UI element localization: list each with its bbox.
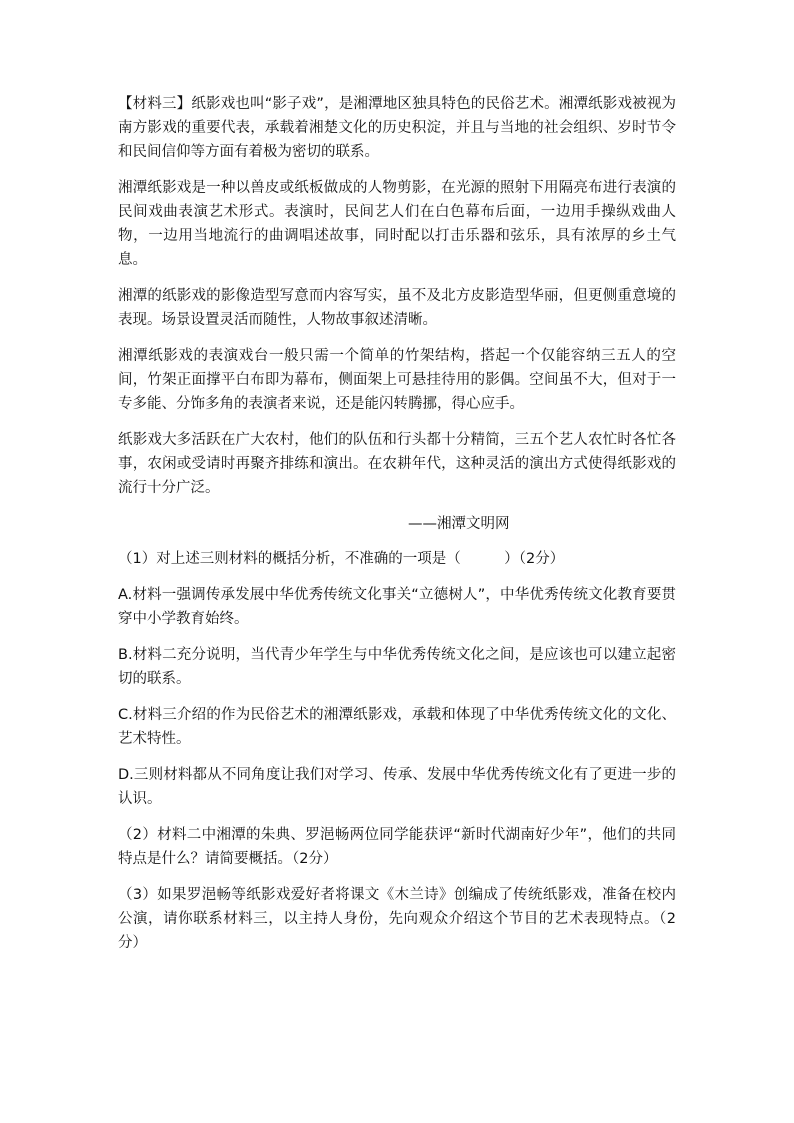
document-page (118, 92, 676, 967)
question-1-stem: （1）对上述三则材料的概括分析，不准确的一项是（ ）（2分） (118, 551, 565, 567)
material3-paragraph-2: 湘潭纸影戏是一种以兽皮或纸板做成的人物剪影，在光源的照射下用隔亮布进行表演的民间戏曲表演艺术形式。表演时，民间艺人们在白色幕布后面，一边用手操纵戏曲人物，一边用当地流行的曲调唱述故事，同时配以打击乐器和弦乐，具有浓厚的乡土气息。 (118, 180, 676, 268)
question-1-option-c: C.材料三介绍的作为民俗艺术的湘潭纸影戏，承载和体现了中华优秀传统文化的文化、艺术特性。 (118, 707, 676, 747)
material3-source: ——湘潭文明网 (408, 516, 510, 532)
material3-paragraph-3: 湘潭的纸影戏的影像造型写意而内容写实，虽不及北方皮影造型华丽，但更侧重意境的表现。场景设置灵活而随性，人物故事叙述清晰。 (118, 288, 676, 328)
question-2-stem: （2）材料二中湘潭的朱典、罗浥畅两位同学能获评“新时代湖南好少年”，他们的共同特点是什么？请简要概括。（2分） (118, 827, 676, 867)
material3-paragraph-1: 【材料三】纸影戏也叫“影子戏”，是湘潭地区独具特色的民俗艺术。湘潭纸影戏被视为南方影戏的重要代表，承载着湘楚文化的历史积淀，并且与当地的社会组织、岁时节令和民间信仰等方面有着极为密切的联系。 (118, 96, 676, 160)
question-1-option-a: A.材料一强调传承发展中华优秀传统文化事关“立德树人”，中华优秀传统文化教育要贯穿中小学教育始终。 (118, 587, 676, 627)
question-1-option-d: D.三则材料都从不同角度让我们对学习、传承、发展中华优秀传统文化有了更进一步的认识。 (118, 767, 676, 807)
question-3-stem: （3）如果罗浥畅等纸影戏爱好者将课文《木兰诗》创编成了传统纸影戏，准备在校内公演，请你联系材料三，以主持人身份，先向观众介绍这个节目的艺术表现特点。（2分） (118, 887, 676, 951)
question-1-option-b: B.材料二充分说明，当代青少年学生与中华优秀传统文化之间，是应该也可以建立起密切的联系。 (118, 647, 676, 687)
material3-paragraph-5: 纸影戏大多活跃在广大农村，他们的队伍和行头都十分精简，三五个艺人农忙时各忙各事，农闲或受请时再聚齐排练和演出。在农耕年代，这种灵活的演出方式使得纸影戏的流行十分广泛。 (118, 432, 676, 496)
material3-paragraph-4: 湘潭纸影戏的表演戏台一般只需一个简单的竹架结构，搭起一个仅能容纳三五人的空间，竹架正面撑平白布即为幕布，侧面架上可悬挂待用的影偶。空间虽不大，但对于一专多能、分饰多角的表演者来说，还是能闪转腾挪，得心应手。 (118, 348, 676, 412)
